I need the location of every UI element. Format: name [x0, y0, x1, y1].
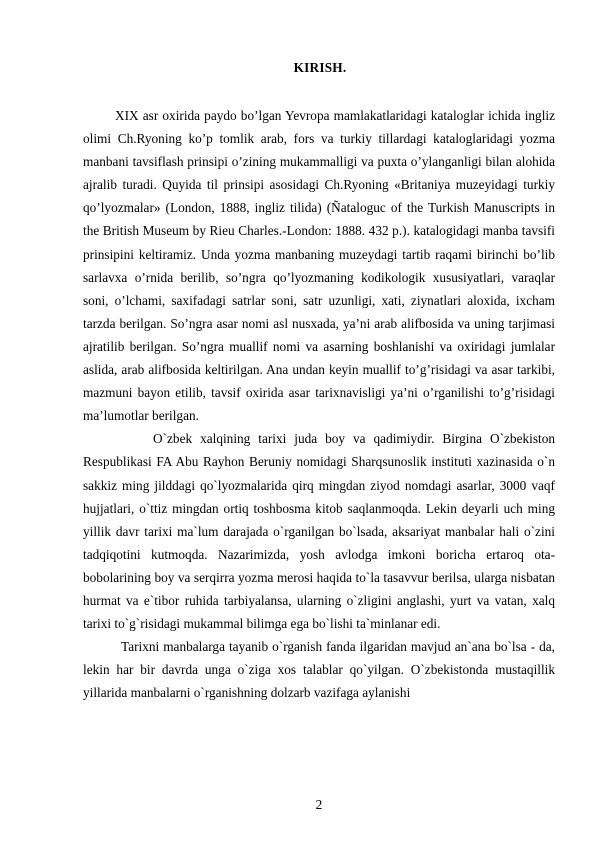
- body-text: [83, 104, 555, 704]
- page-number: 2: [315, 797, 323, 812]
- paragraph-1: XIX asr oxirida paydo bo’lgan Yevropa mamlakatlaridagi kataloglar ichida ingliz olimi Ch.Ryoning ko’p tomlik arab, fors va turkiy tillardagi kataloglaridagi yozma manbani tavsiflash prinsipi o’zining mukammalligi va puxta o’ylanganligi bilan alohida ajralib turadi. Quyida til prinsipi asosidagi Ch.Ryoning «Britaniya muzeyidagi turkiy qo’lyozmalar» (London, 1888, ingliz tilida) (Ñataloguc of the Turkish Manuscripts in the British Museum by Rieu Charles.-London: 1888. 432 p.). katalogidagi manba tavsifi prinsipini keltiramiz. Unda yozma manbaning muzeydagi tartib raqami birinchi bo’lib sarlavxa o’rnida berilib, so’ngra qo’lyozmaning kodikologik xususiyatlari, varaqlar soni, o’lchami, saxifadagi satrlar soni, satr uzunligi, xati, ziynatlari aloxida, ixcham tarzda berilgan. So’ngra asar nomi asl nusxada, ya’ni arab alifbosida va uning tarjimasi ajratilib berilgan. So’ngra muallif nomi va asarning boshlanishi va oxiridagi jumlalar aslida, arab alifbosida keltirilgan. Ana undan keyin muallif to’g’risidagi va asar tarkibi, mazmuni bayon etilib, tavsif oxirida asar tarixnavisligi ya’ni o’rganilishi to’g’risidagi ma’lumotlar berilgan.: [83, 108, 555, 424]
- page-title: KIRISH.: [293, 60, 347, 75]
- paragraph-3: Tarixni manbalarga tayanib o`rganish fanda ilgaridan mavjud an`ana bo`lsa - da, lekin har bir davrda unga o`ziga xos talablar qo`yilgan. O`zbekistonda mustaqillik yillarida manbalarni o`rganishning dolzarb vazifaga aylanishi: [83, 639, 555, 701]
- paragraph-2: O`zbek xalqining tarixi juda boy va qadimiydir. Birgina O`zbekiston Respublikasi FA Abu Rayhon Beruniy nomidagi Sharqsunoslik instituti xazinasida o`n sakkiz ming jilddagi qo`lyozmalarida qirq mingdan ziyod nomdagi asarlar, 3000 vaqf hujjatlari, o`ttiz mingdan ortiq toshbosma kitob saqlanmoqda. Lekin deyarli uch ming yillik davr tarixi ma`lum darajada o`rganilgan bo`lsada, aksariyat manbalar hali o`zini tadqiqotini kutmoqda. Nazarimizda, yosh avlodga imkoni boricha ertaroq ota-bobolarining boy va serqirra yozma merosi haqida to`la tasavvur berilsa, ularga nisbatan hurmat va e`tibor ruhida tarbiyalansa, ularning o`zligini anglashi, yurt va vatan, xalq tarixi to`g`risidagi mukammal bilimga ega bo`lishi ta`minlanar edi.: [83, 431, 555, 632]
